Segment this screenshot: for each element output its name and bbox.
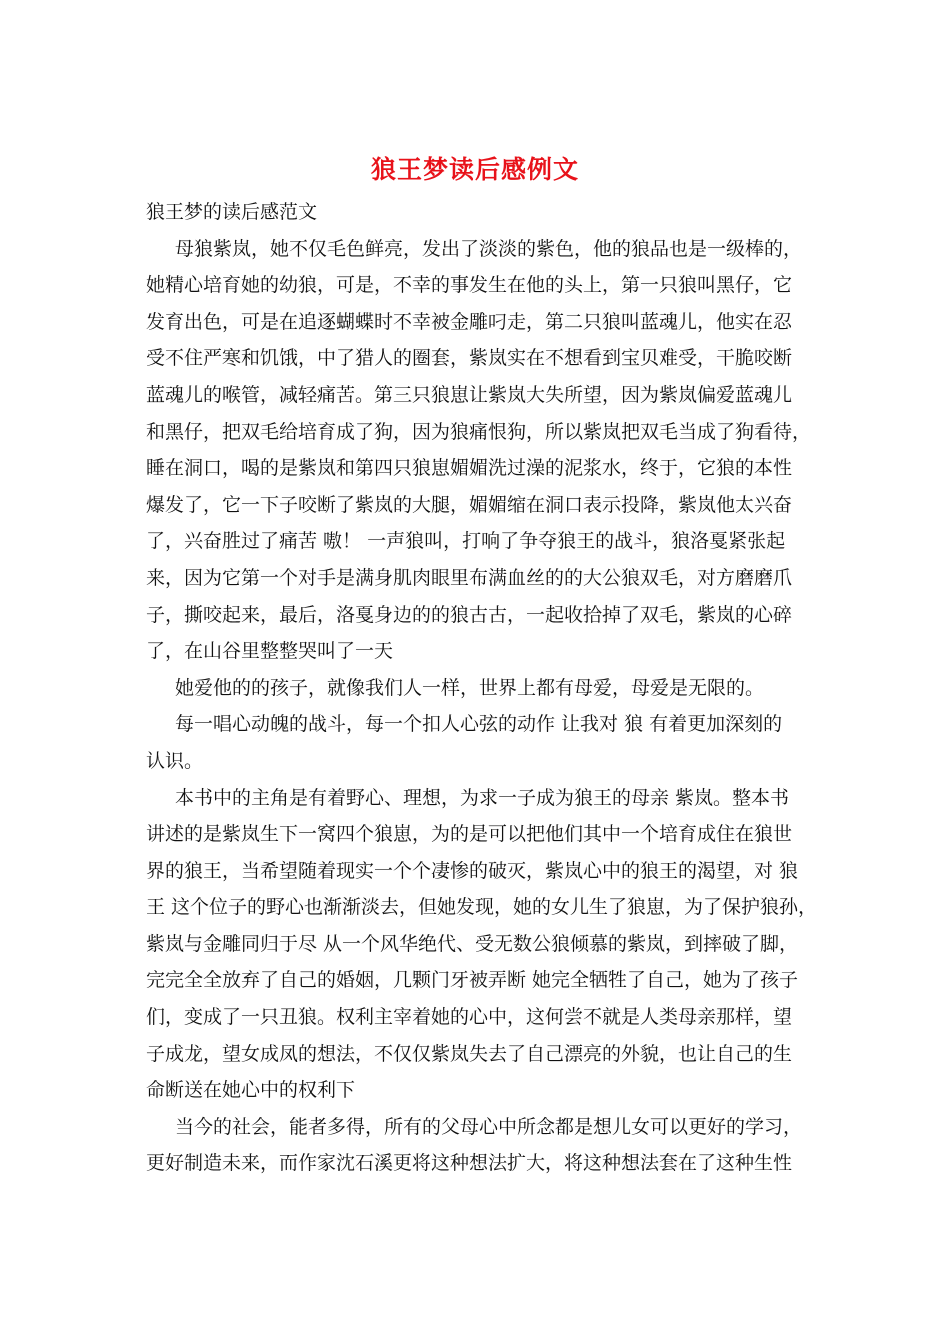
body-line: 讲述的是紫岚生下一窝四个狼崽，为的是可以把他们其中一个培育成住在狼世 — [146, 823, 793, 846]
document-subtitle: 狼王梦的读后感范文 — [146, 201, 318, 223]
body-line: 她精心培育她的幼狼，可是，不幸的事发生在他的头上，第一只狼叫黑仔，它 — [146, 274, 793, 297]
body-line: 发育出色，可是在追逐蝴蝶时不幸被金雕叼走，第二只狼叫蓝魂儿，他实在忍 — [146, 310, 793, 333]
body-line: 了，在山谷里整整哭叫了一天 — [146, 640, 394, 663]
body-line: 当今的社会，能者多得，所有的父母心中所念都是想儿女可以更好的学习， — [175, 1115, 803, 1138]
body-line: 子成龙，望女成凤的想法，不仅仅紫岚失去了自己漂亮的外貌，也让自己的生 — [146, 1042, 793, 1065]
body-line: 命断送在她心中的权利下 — [146, 1079, 356, 1102]
body-line: 受不住严寒和饥饿，中了猎人的圈套，紫岚实在不想看到宝贝难受，干脆咬断 — [146, 347, 793, 370]
body-line: 王 这个位子的野心也渐渐淡去，但她发现，她的女儿生了狼崽，为了保护狼孙， — [146, 896, 818, 919]
body-line: 睡在洞口，喝的是紫岚和第四只狼崽媚媚洗过澡的泥浆水，终于，它狼的本性 — [146, 457, 793, 480]
body-line: 每一唱心动魄的战斗，每一个扣人心弦的动作 让我对 狼 有着更加深刻的 — [175, 713, 783, 736]
body-line: 来，因为它第一个对手是满身肌肉眼里布满血丝的的大公狼双毛，对方磨磨爪 — [146, 566, 793, 589]
body-line: 更好制造未来，而作家沈石溪更将这种想法扩大，将这种想法套在了这种生性 — [146, 1152, 793, 1175]
body-line: 爆发了，它一下子咬断了紫岚的大腿，媚媚缩在洞口表示投降，紫岚他太兴奋 — [146, 493, 793, 516]
body-line: 紫岚与金雕同归于尽 从一个风华绝代、受无数公狼倾慕的紫岚，到摔破了脚， — [146, 932, 799, 955]
body-line: 了，兴奋胜过了痛苦 嗷！ 一声狼叫，打响了争夺狼王的战斗，狼洛戛紧张起 — [146, 530, 786, 553]
document-body — [146, 199, 818, 1187]
body-line: 界的狼王，当希望随着现实一个个凄惨的破灭，紫岚心中的狼王的渴望，对 狼 — [146, 859, 799, 882]
body-line: 们，变成了一只丑狼。权利主宰着她的心中，这何尝不就是人类母亲那样，望 — [146, 1006, 793, 1029]
body-line: 子，撕咬起来，最后，洛戛身边的的狼古古，一起收拾掉了双毛，紫岚的心碎 — [146, 603, 793, 626]
body-line: 蓝魂儿的喉管，减轻痛苦。第三只狼崽让紫岚大失所望，因为紫岚偏爱蓝魂儿 — [146, 383, 793, 406]
body-line: 本书中的主角是有着野心、理想，为求一子成为狼王的母亲 紫岚。整本书 — [175, 786, 790, 809]
document-title: 狼王梦读后感例文 — [370, 155, 579, 184]
body-line: 她爱他的的孩子，就像我们人一样，世界上都有母爱，母爱是无限的。 — [175, 676, 765, 699]
body-line: 认识。 — [146, 749, 204, 772]
body-line: 母狼紫岚，她不仅毛色鲜亮，发出了淡淡的紫色，他的狼品也是一级棒的， — [175, 237, 803, 260]
body-line: 完完全全放弃了自己的婚姻，几颗门牙被弄断 她完全牺牲了自己，她为了孩子 — [146, 969, 799, 992]
body-line: 和黑仔，把双毛给培育成了狗，因为狼痛恨狗，所以紫岚把双毛当成了狗看待， — [146, 420, 812, 443]
